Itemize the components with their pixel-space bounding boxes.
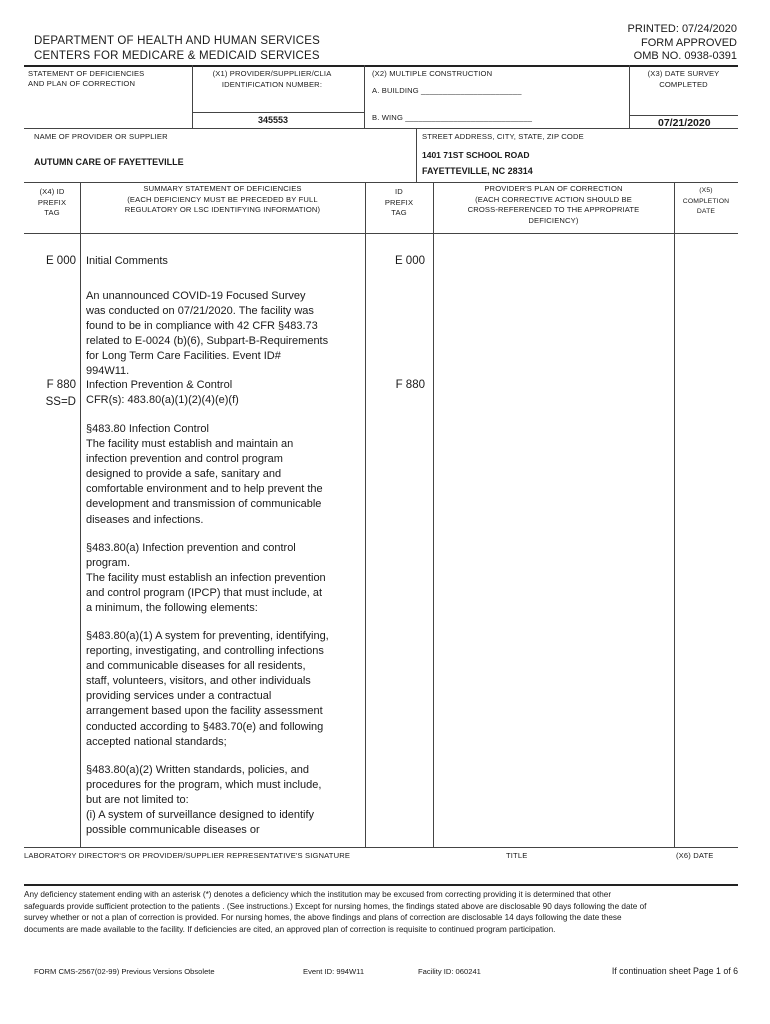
survey-date-label: (X3) DATE SURVEY COMPLETED — [647, 69, 720, 89]
omb-number: OMB NO. 0938-0391 — [633, 50, 737, 62]
wing-field: B. WING _____________________________ — [372, 113, 533, 122]
prefix-tag-e000: E 000 — [45, 255, 76, 267]
provider-name-label: NAME OF PROVIDER OR SUPPLIER — [34, 132, 168, 141]
x4-prefix-header: (X4) ID PREFIX TAG — [37, 187, 67, 217]
address-label: STREET ADDRESS, CITY, STATE, ZIP CODE — [422, 132, 584, 141]
signature-bottom-rule — [24, 884, 738, 886]
columns-top-rule — [24, 182, 738, 183]
department-title: DEPARTMENT OF HEALTH AND HUMAN SERVICES — [34, 35, 320, 47]
columns-bottom-rule — [24, 233, 738, 234]
scope-severity: SS=D — [45, 396, 76, 408]
facility-id: Facility ID: 060241 — [418, 967, 481, 976]
form-id: FORM CMS-2567(02-99) Previous Versions Obsolete — [34, 967, 215, 976]
header-top-rule — [24, 65, 738, 67]
form-approved: FORM APPROVED — [641, 37, 737, 49]
paragraph-a1: §483.80(a)(1) A system for preventing, identifying, reporting, investigating, and controlling infections and communicable diseases for all residents, staff, volunteers, visitors, and other individuals providing services under a contractual arrangement based upon the facility assessment conducted according to §483.70(e) and following accepted national standards; — [86, 630, 329, 748]
paragraph-a2: §483.80(a)(2) Written standards, policies, and procedures for the program, which must include, but are not limited to: (i) A system of surveillance designed to identify possible communicable diseases or — [86, 764, 322, 837]
signature-top-rule — [24, 847, 738, 848]
street-address: 1401 71ST SCHOOL ROAD — [422, 150, 530, 160]
summary-header: SUMMARY STATEMENT OF DEFICIENCIES (EACH DEFICIENCY MUST BE PRECEDED BY FULL REGULATORY OR LSC IDENTIFYING INFORMATION) — [124, 184, 321, 214]
disclosure-note: Any deficiency statement ending with an asterisk (*) denotes a deficiency which the institution may be excused from correcting providing it is determined that other safeguards provide sufficient protection to the patients . (See instructions.) Except for nursing homes, the findings stated above are disclosable 90 days following the date of survey whether or not a plan of correction is provided. For nursing homes, the above findings and plans of correction are disclosable 14 days following the date these documents are made available to the facility. If deficiencies are cited, an approved plan of correction is requisite to continued program participation. — [24, 890, 647, 934]
printed-date: PRINTED: 07/24/2020 — [627, 23, 737, 35]
statement-label: STATEMENT OF DEFICIENCIES AND PLAN OF CORRECTION — [28, 69, 145, 88]
completion-header: (X5) COMPLETION DATE — [682, 187, 730, 215]
id-prefix-header: ID PREFIX TAG — [384, 187, 414, 217]
header-mid-rule — [24, 128, 738, 129]
provider-name: AUTUMN CARE OF FAYETTEVILLE — [34, 157, 184, 167]
signature-label: LABORATORY DIRECTOR'S OR PROVIDER/SUPPLIER REPRESENTATIVE'S SIGNATURE — [24, 851, 351, 860]
x6-date-label: (X6) DATE — [676, 851, 714, 860]
title-label: TITLE — [506, 851, 528, 860]
plan-header: PROVIDER'S PLAN OF CORRECTION (EACH CORRECTIVE ACTION SHOULD BE CROSS-REFERENCED TO THE APPROPRIATE DEFICIENCY) — [467, 184, 640, 225]
e000-title: Initial Comments — [86, 255, 168, 267]
provider-id-label: (X1) PROVIDER/SUPPLIER/CLIA IDENTIFICATION NUMBER: — [212, 69, 332, 89]
page-indicator: If continuation sheet Page 1 of 6 — [611, 966, 738, 976]
provider-id-value: 345553 — [258, 115, 289, 125]
event-id: Event ID: 994W11 — [303, 967, 365, 976]
id-tag-f880: F 880 — [395, 379, 425, 391]
paragraph-infection-control: §483.80 Infection Control The facility must establish and maintain an infection prevention and control program designed to provide a safe, sanitary and comfortable environment and to help prevent the development and transmission of communicable diseases and infections. — [86, 423, 323, 526]
id-tag-e000: E 000 — [394, 255, 425, 267]
paragraph-ipcp: §483.80(a) Infection prevention and control program. The facility must establish an infection prevention and control program (IPCP) that must include, at a minimum, the following elements: — [86, 542, 326, 615]
f880-title: Infection Prevention & Control — [86, 379, 233, 391]
e000-comments: An unannounced COVID-19 Focused Survey was conducted on 07/21/2020. The facility was found to be in compliance with 42 CFR §483.73 related to E-0024 (b)(6), Subpart-B-Requirements for Long Term Care Facilities. Event ID# 994W11. — [86, 290, 329, 378]
building-field: A. BUILDING _______________________ — [372, 86, 522, 95]
city-state-zip: FAYETTEVILLE, NC 28314 — [422, 166, 533, 176]
multiple-construction-label: (X2) MULTIPLE CONSTRUCTION — [372, 69, 493, 78]
survey-date-value: 07/21/2020 — [658, 117, 711, 129]
f880-cfr: CFR(s): 483.80(a)(1)(2)(4)(e)(f) — [86, 394, 239, 406]
agency-title: CENTERS FOR MEDICARE & MEDICAID SERVICES — [34, 50, 320, 62]
prefix-tag-f880: F 880 — [46, 379, 76, 391]
